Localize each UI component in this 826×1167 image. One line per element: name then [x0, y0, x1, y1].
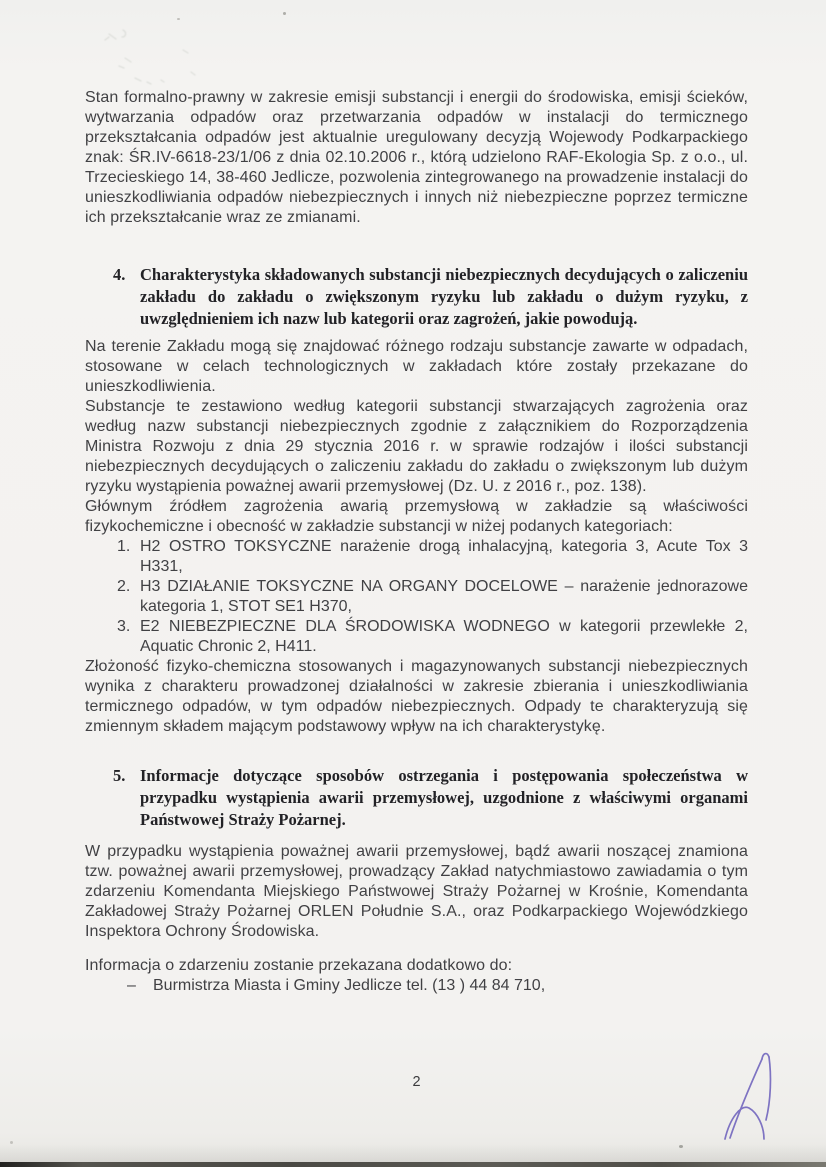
section-heading-4: [113, 264, 748, 330]
contact-text: Burmistrza Miasta i Gminy Jedlicze tel. (13 ) 44 84 710,: [153, 977, 546, 994]
paragraph-legal-status: Stan formalno-prawny w zakresie emisji substancji i energii do środowiska, emisji ścieków, wytwarzania odpadów oraz przetwarzania odpadów w instalacji do termicznego przekształcania odpadów jest aktualnie uregulowany decyzją Wojewody Podkarpackiego znak: ŚR.IV-6618-23/1/06 z dnia 02.10.2006 r., którą udzielono RAF-Ekologia Sp. z o.o., ul. Trzecieskiego 14, 38-460 Jedlicze, pozwolenia zintegrowanego na prowadzenie instalacji do unieszkodliwiania odpadów niebezpiecznych i innych niż niebezpieczne poprzez termiczne ich przekształcanie wraz ze zmianami.: [85, 89, 748, 226]
contact-list-item: [127, 976, 748, 996]
scanner-edge-line: [0, 1162, 826, 1167]
handwritten-signature: [705, 1042, 800, 1150]
page-number: 2: [412, 1074, 421, 1090]
paragraph-site-substances: Na terenie Zakładu mogą się znajdować różnego rodzaju substancje zawarte w odpadach, stosowane w celach technologicznych w zakładach które zostały przekazane do unieszkodliwienia.: [85, 338, 748, 395]
hazard-category-item: [117, 537, 748, 577]
section-heading-5: [113, 765, 748, 831]
paragraph-hazard-source-intro: Głównym źródłem zagrożenia awarią przemysłową w zakładzie są właściwości fizykochemiczne i obecność w zakładzie substancji w niżej podanych kategoriach:: [85, 498, 748, 535]
section-4-number: 4.: [113, 265, 126, 284]
hazard-category-list: [85, 537, 748, 657]
list-item-text: H2 OSTRO TOKSYCZNE narażenie drogą inhalacyjną, kategoria 3, Acute Tox 3 H331,: [140, 538, 748, 575]
list-item-text: H3 DZIAŁANIE TOKSYCZNE NA ORGANY DOCELOWE – narażenie jednorazowe kategoria 1, STOT SE1 H370,: [140, 578, 748, 615]
document-body: [85, 88, 748, 996]
hazard-category-item: [117, 617, 748, 657]
dash-marker: –: [127, 977, 136, 994]
scan-bottom-shadow: [0, 1144, 826, 1162]
paragraph-additional-info-intro: Informacja o zdarzeniu zostanie przekazana dodatkowo do:: [85, 957, 513, 974]
paragraph-emergency-notification: W przypadku wystąpienia poważnej awarii przemysłowej, bądź awarii noszącej znamiona tzw. poważnej awarii przemysłowej, prowadzący Zakład natychmiastowo zawiadamia o tym zdarzeniu Komendanta Miejskiego Państwowej Straży Pożarnej w Krośnie, Komendanta Zakładowej Straży Pożarnej ORLEN Południe S.A., oraz Podkarpackiego Wojewódzkiego Inspektora Ochrony Środowiska.: [85, 843, 748, 940]
paragraph-complexity: Złożoność fizyko-chemiczna stosowanych i magazynowanych substancji niebezpiecznych wynika z charakteru prowadzonej działalności w zakresie zbierania i unieszkodliwiania termicznego odpadów, w tym odpadów niebezpiecznych. Odpady te charakteryzują się zmiennym składem mającym podstawowy wpływ na ich charakterystykę.: [85, 658, 748, 735]
list-item-number: 3.: [117, 618, 131, 635]
paragraph-regulation-reference: Substancje te zestawiono według kategorii substancji stwarzających zagrożenia oraz według nazw substancji niebezpiecznych zgodnie z załącznikiem do Rozporządzenia Ministra Rozwoju z dnia 29 stycznia 2016 r. w sprawie rodzajów i ilości substancji niebezpiecznych decydujących o zaliczeniu zakładu do zakładu o zwiększonym lub dużym ryzyku wystąpienia poważnej awarii przemysłowej (Dz. U. z 2016 r., poz. 138).: [85, 398, 748, 495]
scan-speck: [283, 12, 286, 15]
scan-speck: [177, 18, 180, 20]
list-item-text: E2 NIEBEZPIECZNE DLA ŚRODOWISKA WODNEGO w kategorii przewlekłe 2, Aquatic Chronic 2, H411.: [140, 618, 748, 655]
section-4-title: Charakterystyka składowanych substancji niebezpiecznych decydujących o zaliczeniu zakładu do zakładu o zwiększonym ryzyku lub zakładu o dużym ryzyku, z uwzględnieniem ich nazw lub kategorii oraz zagrożeń, jakie powodują.: [140, 265, 748, 328]
hazard-category-item: [117, 577, 748, 617]
pencil-smudge-artifact: [95, 20, 225, 90]
list-item-number: 1.: [117, 538, 131, 555]
list-item-number: 2.: [117, 578, 131, 595]
section-5-number: 5.: [113, 766, 126, 785]
section-5-title: Informacje dotyczące sposobów ostrzegania i postępowania społeczeństwa w przypadku wystąpienia awarii przemysłowej, uzgodnione z właściwymi organami Państwowej Straży Pożarnej.: [140, 766, 748, 829]
